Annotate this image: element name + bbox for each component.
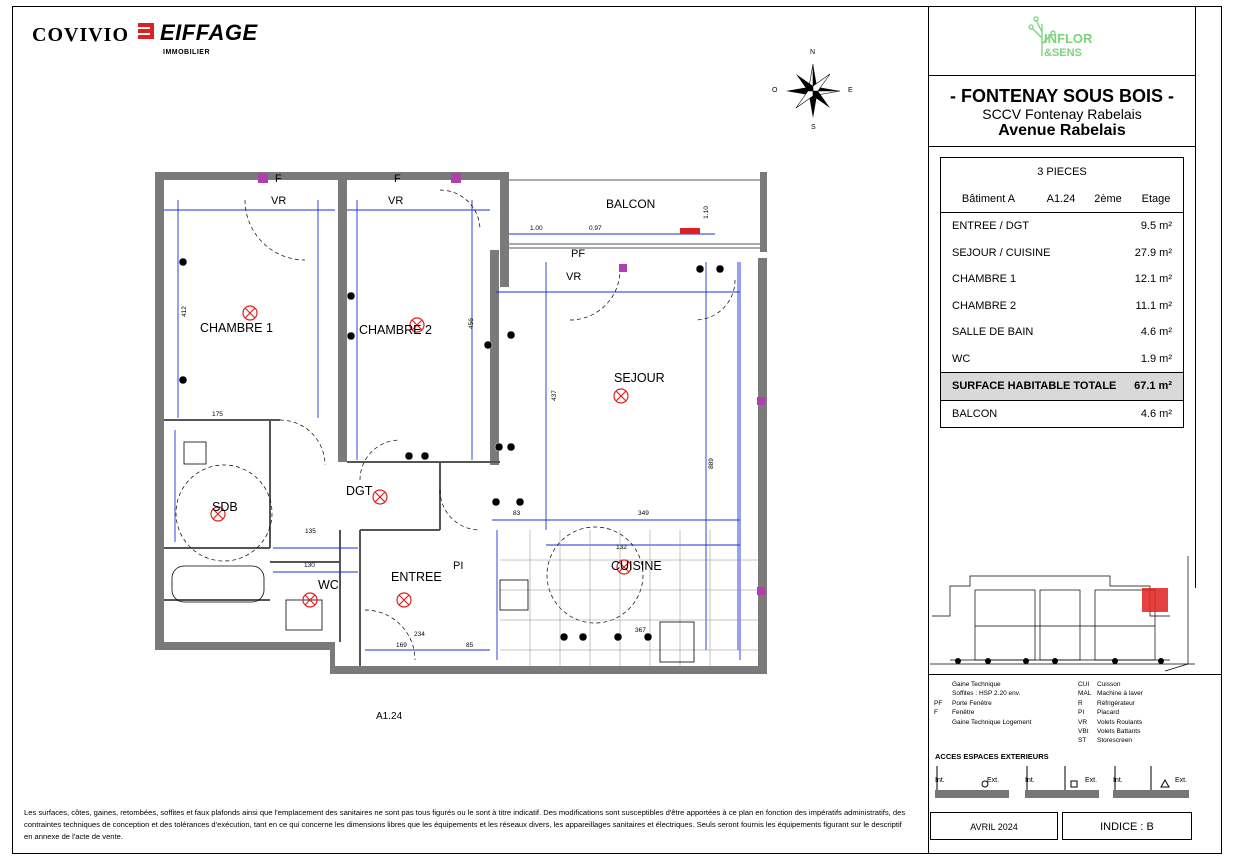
total-area-row bbox=[941, 372, 1183, 401]
dim-1-10: 1.10 bbox=[702, 206, 710, 219]
room-name: CHAMBRE 1 bbox=[952, 273, 1017, 286]
room-cuisine: CUISINE bbox=[611, 559, 662, 573]
room-name: WC bbox=[952, 352, 971, 365]
threshold-circle-icon bbox=[935, 762, 1009, 798]
shutter-marker: VR bbox=[388, 195, 404, 207]
eiffage-wordmark: EIFFAGE bbox=[160, 20, 258, 45]
dim-889: 889 bbox=[707, 458, 715, 469]
divider bbox=[928, 674, 1222, 675]
walls bbox=[155, 172, 767, 674]
int-label: Int. bbox=[1113, 777, 1123, 784]
room-entree: ENTREE bbox=[391, 570, 442, 584]
legend-right bbox=[1078, 680, 1143, 746]
ext-label: Ext. bbox=[1085, 777, 1098, 784]
legend-row bbox=[934, 708, 1031, 717]
legend-row bbox=[1078, 689, 1143, 698]
balcon-area: 4.6 m² bbox=[1140, 407, 1172, 420]
legend-key: CUI bbox=[1078, 681, 1090, 688]
acces-box-ressaut bbox=[1025, 762, 1099, 798]
legend-key: MAL bbox=[1078, 690, 1092, 698]
room-area: 12.1 m² bbox=[1134, 273, 1172, 286]
legend-value: Gaine Technique Logement bbox=[952, 718, 1032, 726]
dim-130: 130 bbox=[304, 562, 315, 569]
legend-value: Placard bbox=[1097, 709, 1120, 717]
eiffage-subtitle: IMMOBILIER bbox=[163, 49, 210, 56]
acces-title: ACCES ESPACES EXTERIEURS bbox=[935, 752, 1049, 761]
legend-row bbox=[934, 689, 1031, 698]
legend-value: Soffites : HSP 2.20 env. bbox=[952, 690, 1021, 698]
inflor-sens-logo bbox=[1012, 16, 1106, 62]
dim-234: 234 bbox=[414, 631, 425, 638]
legend-key bbox=[934, 689, 952, 698]
legend-row bbox=[1078, 736, 1143, 745]
legend-key: VR bbox=[1078, 718, 1088, 726]
legend-key bbox=[934, 680, 952, 689]
compass-n: N bbox=[810, 49, 816, 56]
dim-367: 367 bbox=[635, 627, 646, 634]
dim-456: 456 bbox=[467, 318, 475, 329]
project-city: - FONTENAY SOUS BOIS - bbox=[949, 86, 1175, 106]
int-label: Int. bbox=[1025, 777, 1035, 784]
floor-label: Etage bbox=[1141, 193, 1171, 205]
room-area: 9.5 m² bbox=[1140, 220, 1172, 233]
compass-o: O bbox=[772, 87, 778, 94]
room-sejour: SEJOUR bbox=[614, 371, 665, 385]
threshold-square-icon bbox=[1025, 762, 1099, 798]
legend-value: Storescreen bbox=[1097, 737, 1133, 745]
project-sccv: SCCV Fontenay Rabelais bbox=[982, 106, 1142, 122]
divider bbox=[928, 146, 1196, 147]
batiment: Bâtiment A bbox=[961, 193, 1016, 205]
int-label: Int. bbox=[935, 777, 945, 784]
compass-s: S bbox=[811, 124, 816, 131]
floor-number: 2ème bbox=[1094, 193, 1122, 205]
area-table bbox=[940, 157, 1184, 428]
area-row bbox=[941, 213, 1183, 240]
lot-location-icon bbox=[1142, 588, 1168, 612]
apartment-info-row bbox=[941, 186, 1183, 213]
dim-85: 85 bbox=[466, 642, 474, 649]
room-balcon: BALCON bbox=[606, 197, 656, 211]
balcon-row bbox=[941, 401, 1183, 428]
room-wc: WC bbox=[318, 578, 339, 592]
dim-349: 349 bbox=[638, 510, 649, 517]
dim-0-97: 0.97 bbox=[589, 225, 602, 232]
shutter-marker: VR bbox=[271, 195, 287, 207]
dim-175: 175 bbox=[212, 411, 223, 418]
legend-key: R bbox=[1078, 699, 1083, 707]
covivio-logo: COVIVIO bbox=[32, 24, 130, 46]
legend-value: Réfrigérateur bbox=[1097, 699, 1135, 707]
kitchen-tiles bbox=[500, 530, 758, 666]
dim-437: 437 bbox=[550, 390, 558, 401]
compass-rose-icon bbox=[772, 50, 854, 132]
window-marker: F bbox=[394, 173, 401, 185]
legend-key: ST bbox=[1078, 737, 1087, 745]
dim-132: 132 bbox=[616, 544, 627, 551]
legend-value: Cuisson bbox=[1097, 681, 1121, 688]
revision-date: AVRIL 2024 bbox=[930, 812, 1058, 840]
room-name: ENTREE / DGT bbox=[952, 220, 1030, 233]
area-row bbox=[941, 240, 1183, 267]
compass-e: E bbox=[848, 87, 853, 94]
legend-row bbox=[1078, 708, 1143, 717]
ext-label: Ext. bbox=[1175, 777, 1188, 784]
total-area: 67.1 m² bbox=[1134, 380, 1172, 393]
key-plan bbox=[930, 556, 1195, 674]
legend-key: VBt bbox=[1078, 728, 1089, 736]
room-name: SALLE DE BAIN bbox=[952, 326, 1034, 339]
lot-number: A1.24 bbox=[1046, 193, 1076, 205]
lot-marker: A1.24 bbox=[376, 711, 403, 722]
cupboard-marker: PI bbox=[453, 560, 464, 572]
legend-value: Volets Roulants bbox=[1097, 718, 1143, 726]
eiffage-logo bbox=[138, 20, 258, 46]
legend-value: Fenêtre bbox=[952, 709, 975, 717]
area-row bbox=[941, 293, 1183, 320]
door-window-marker: PF bbox=[571, 248, 586, 260]
room-chambre2: CHAMBRE 2 bbox=[359, 323, 432, 337]
legend-key: F bbox=[934, 709, 938, 717]
room-name: SEJOUR / CUISINE bbox=[952, 246, 1051, 259]
room-chambre1: CHAMBRE 1 bbox=[200, 321, 273, 335]
legend-row bbox=[1078, 699, 1143, 708]
floor-plan bbox=[150, 170, 775, 680]
room-name: CHAMBRE 2 bbox=[952, 299, 1017, 312]
dim-412: 412 bbox=[180, 306, 188, 317]
threshold-triangle-icon bbox=[1113, 762, 1189, 798]
room-area: 11.1 m² bbox=[1135, 299, 1172, 312]
legend-row bbox=[934, 699, 1031, 708]
room-sdb: SDB bbox=[212, 500, 238, 514]
legend-row bbox=[934, 680, 1031, 689]
ext-label: Ext. bbox=[987, 777, 1000, 784]
legend-row bbox=[934, 718, 1031, 727]
divider bbox=[928, 75, 1196, 76]
legend-value: Gaine Technique bbox=[952, 681, 1001, 688]
dim-83: 83 bbox=[513, 510, 521, 517]
total-label: SURFACE HABITABLE TOTALE bbox=[952, 380, 1117, 393]
project-avenue: Avenue Rabelais bbox=[998, 122, 1126, 139]
legend-key: PF bbox=[934, 699, 943, 707]
legend-key bbox=[934, 718, 952, 727]
acces-box-seuil bbox=[935, 762, 1009, 798]
area-row bbox=[941, 266, 1183, 293]
room-dgt: DGT bbox=[346, 484, 373, 498]
legend-value: Volets Battants bbox=[1097, 728, 1141, 736]
area-row bbox=[941, 346, 1183, 373]
dim-135: 135 bbox=[305, 528, 316, 535]
room-area: 27.9 m² bbox=[1134, 246, 1172, 259]
legend-left bbox=[934, 680, 1031, 727]
window-marker: F bbox=[275, 173, 282, 185]
balcon-label: BALCON bbox=[952, 407, 998, 420]
legend-key: PI bbox=[1078, 709, 1085, 717]
acces-box-marche bbox=[1113, 762, 1187, 798]
room-area: 1.9 m² bbox=[1140, 352, 1172, 365]
apartment-type: 3 PIECES bbox=[1037, 166, 1087, 178]
svg-text:INFLOR: INFLOR bbox=[1044, 31, 1093, 46]
balcony-marker-icon bbox=[680, 228, 700, 234]
revision-index: INDICE : B bbox=[1062, 812, 1192, 840]
svg-text:&SENS: &SENS bbox=[1044, 47, 1082, 59]
dim-1-00: 1.00 bbox=[530, 225, 543, 232]
legend-row bbox=[1078, 727, 1143, 736]
dim-169: 169 bbox=[396, 642, 407, 649]
legend-row bbox=[1078, 718, 1143, 727]
legend-row bbox=[1078, 680, 1143, 689]
shutter-marker: VR bbox=[566, 271, 582, 283]
eiffage-mark-icon bbox=[138, 23, 156, 43]
area-row bbox=[941, 319, 1183, 346]
title-block-divider bbox=[1195, 6, 1196, 588]
legend-value: Porte Fenêtre bbox=[952, 699, 992, 707]
legend-value: Machine à laver bbox=[1097, 690, 1143, 698]
disclaimer-text: Les surfaces, côtes, gaines, retombées, soffites et faux plafonds ainsi que l'emplacement des sanitaires ne sont pas tous figurés ou le sont à titre indicatif. Des modifications sont susceptibles d'être apportées à ce plan en fonction des impératifs administratifs, des contraintes techniques de conception et des tolérances d'exécution, tant en ce qui concerne les dimensions libres que les équipements et les réseaux divers, les appareillages sanitaires et électriques. Seuls seront fournis les équipements figurant sur le descriptif en annexe de l'acte de vente. bbox=[24, 808, 906, 841]
room-area: 4.6 m² bbox=[1140, 326, 1172, 339]
